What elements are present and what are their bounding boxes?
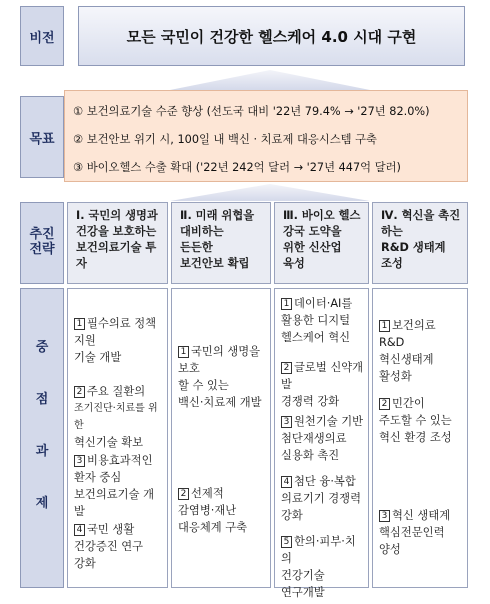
- strategy-text: 건강을 보호하는: [76, 225, 157, 238]
- vision-text: 모든 국민이 건강한 헬스케어 4.0 시대 구현: [126, 27, 417, 46]
- task-number: 1: [74, 318, 85, 330]
- task-number: 4: [74, 524, 85, 536]
- task-item: 3 원천기술 기반 첨단재생의료 실용화 촉진: [281, 415, 364, 462]
- strategy-box-1: [67, 202, 168, 284]
- strategy-text: Ⅱ. 미래 위협을: [180, 209, 255, 222]
- task-number: 1: [178, 346, 189, 358]
- task-number: 3: [74, 455, 85, 467]
- task-number: 2: [74, 386, 85, 398]
- arrow-up-icon: [170, 70, 370, 90]
- strategy-text: 대비하는: [180, 225, 224, 238]
- task-number: 5: [281, 536, 292, 548]
- strategy-text: R&D 생태계: [381, 241, 446, 254]
- goal-box: [64, 90, 468, 182]
- task-number: 2: [178, 488, 189, 500]
- strategy-text: Ⅳ. 혁신을 촉진하는: [381, 209, 461, 238]
- task-column-1: [67, 288, 168, 588]
- task-number: 3: [281, 416, 292, 428]
- task-number: 1: [379, 320, 390, 332]
- strategy-text: 보건안보 확립: [180, 257, 250, 270]
- task-item: 4 첨단 융·복합 의료기기 경쟁력 강화: [281, 475, 361, 522]
- tasks-label-char: 과: [35, 443, 49, 459]
- task-item: 5 한의·피부·치의 건강기술 연구개발: [281, 535, 356, 599]
- task-column-3: [274, 288, 369, 599]
- task-item: 1 필수의료 정책지원 기술 개발: [74, 317, 157, 364]
- tasks-label: [20, 288, 64, 588]
- task-item: 2 선제적 감염병·재난 대응체계 구축: [178, 487, 248, 534]
- task-item: 2 주요 질환의 조기진단·치료를 위한 혁신기술 확보: [74, 385, 158, 449]
- tasks-label-char: 중: [35, 339, 49, 355]
- task-item: 1 국민의 생명을 보호 할 수 있는 백신·치료제 개발: [178, 345, 262, 409]
- strategy-label: [20, 202, 64, 284]
- goal-label: 목표: [20, 96, 64, 178]
- arrow-up-icon: [170, 184, 370, 201]
- task-item: 3 혁신 생태계 핵심전문인력 양성: [379, 509, 451, 556]
- task-number: 3: [379, 510, 390, 522]
- strategy-text: Ⅲ. 바이오 헬스: [283, 209, 361, 222]
- tasks-label-char: 점: [35, 391, 49, 407]
- strategy-label-line2: 전략: [29, 242, 55, 257]
- task-column-2: [171, 288, 271, 588]
- tasks-label-char: 제: [35, 495, 49, 511]
- task-number: 2: [281, 362, 292, 374]
- task-item: 4 국민 생활 건강증진 연구 강화: [74, 523, 144, 570]
- task-number: 4: [281, 476, 292, 488]
- task-item: 1 보건의료 R&D 혁신생태계 활성화: [379, 319, 436, 383]
- goal-item: ③ 바이오헬스 수출 확대 ('22년 242억 달러 → '27년 447억 달러): [73, 161, 401, 174]
- strategy-text: Ⅰ. 국민의 생명과: [76, 209, 158, 222]
- task-number: 1: [281, 298, 292, 310]
- strategy-box-3: [274, 202, 369, 284]
- strategy-text: 육성: [283, 257, 305, 270]
- task-column-4: [372, 288, 468, 588]
- goal-item: ② 보건안보 위기 시, 100일 내 백신 · 치료제 대응시스템 구축: [73, 133, 377, 146]
- strategy-text: 위한 신산업: [283, 241, 342, 254]
- strategy-text: 든든한: [180, 241, 213, 254]
- strategy-box-2: [171, 202, 271, 284]
- strategy-box-4: [372, 202, 468, 284]
- task-item: 2 글로벌 신약개발 경쟁력 강화: [281, 361, 364, 408]
- task-item: 3 비용효과적인 환자 중심 보건의료기술 개발: [74, 454, 154, 518]
- vision-box: [78, 6, 465, 66]
- task-item: 2 민간이 주도할 수 있는 혁신 환경 조성: [379, 397, 452, 444]
- strategy-text: 강국 도약을: [283, 225, 342, 238]
- strategy-label-line1: 추진: [29, 227, 55, 243]
- goal-item: ① 보건의료기술 수준 향상 (선도국 대비 '22년 79.4% → '27년 82.0%): [73, 105, 430, 118]
- vision-label: 비전: [20, 6, 64, 66]
- strategy-text: 조성: [381, 257, 403, 270]
- task-item: 1 데이터·AI를 활용한 디지털 헬스케어 혁신: [281, 297, 353, 344]
- strategy-text: 보건의료기술 투자: [76, 241, 157, 270]
- task-number: 2: [379, 398, 390, 410]
